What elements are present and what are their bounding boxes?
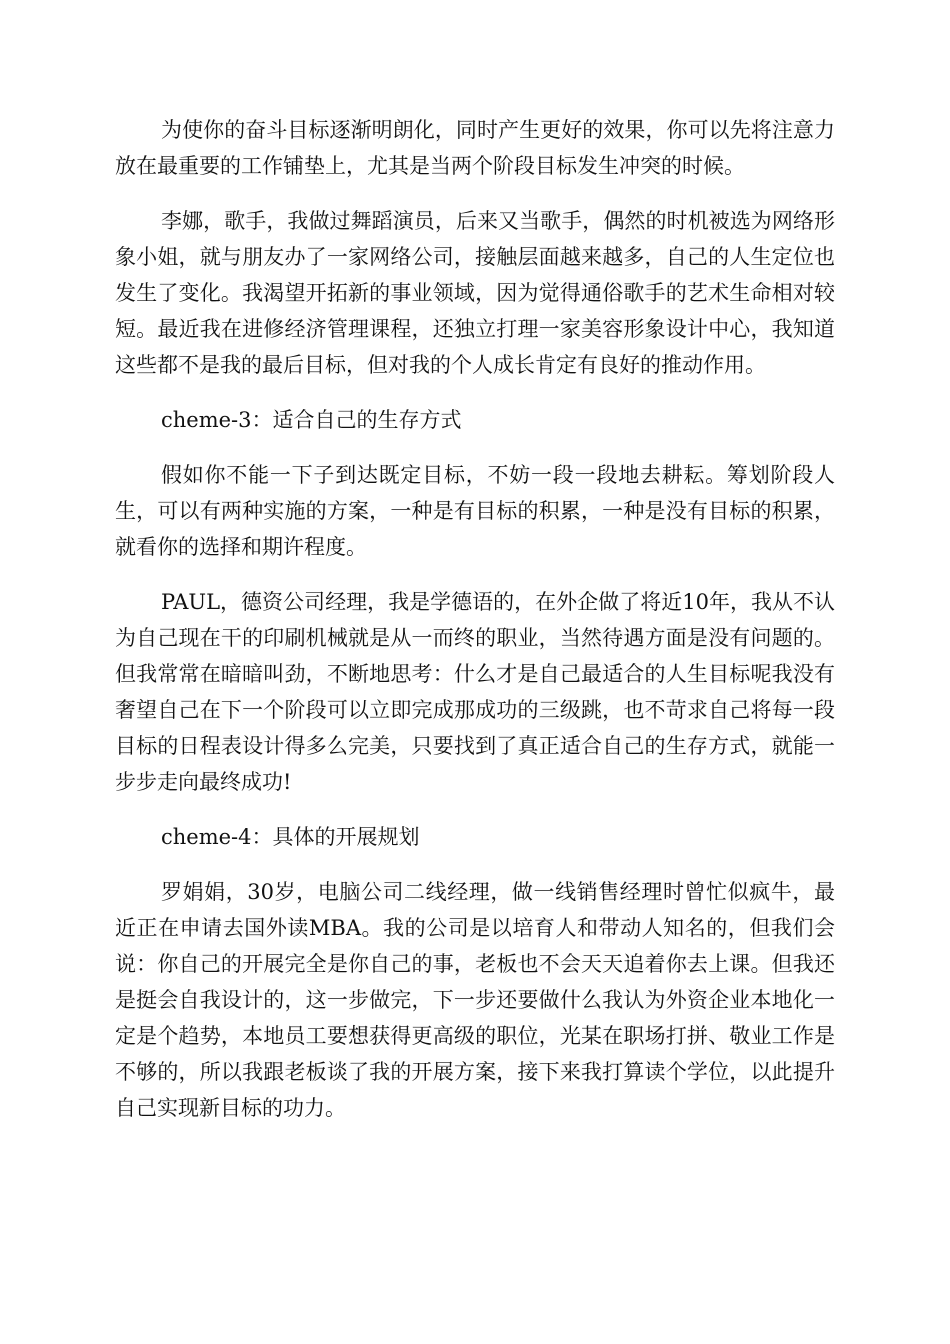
- paragraph-luo-juanjuan: 罗娟娟，30岁，电脑公司二线经理，做一线销售经理时曾忙似疯牛，最近正在申请去国外读MBA。我的公司是以培育人和带动人知名的，但我们会说：你自己的开展完全是你自己的事，老板也不会天天追着你去上课。但我还是挺会自我设计的，这一步做完，下一步还要做什么我认为外资企业本地化一定是个趋势，本地员工要想获得更高级的职位，光某在职场打拼、敬业工作是不够的，所以我跟老板谈了我的开展方案，接下来我打算读个学位，以此提升自己实现新目标的功力。: [115, 880, 835, 1120]
- section-heading-scheme-4: cheme-4：具体的开展规划: [161, 825, 420, 849]
- paragraph-intro: 为使你的奋斗目标逐渐明朗化，同时产生更好的效果，你可以先将注意力放在最重要的工作铺垫上，尤其是当两个阶段目标发生冲突的时候。: [115, 118, 835, 178]
- document-body: [115, 112, 835, 1145]
- paragraph-li-na: 李娜，歌手，我做过舞蹈演员，后来又当歌手，偶然的时机被选为网络形象小姐，就与朋友办了一家网络公司，接触层面越来越多，自己的人生定位也发生了变化。我渴望开拓新的事业领域，因为觉得通俗歌手的艺术生命相对较短。最近我在进修经济管理课程，还独立打理一家美容形象设计中心，我知道这些都不是我的最后目标，但对我的个人成长肯定有良好的推动作用。: [115, 209, 835, 377]
- paragraph-stage-plan: 假如你不能一下子到达既定目标，不妨一段一段地去耕耘。筹划阶段人生，可以有两种实施的方案，一种是有目标的积累，一种是没有目标的积累，就看你的选择和期许程度。: [115, 463, 835, 559]
- section-heading-scheme-3: cheme-3：适合自己的生存方式: [161, 408, 462, 432]
- paragraph-paul: PAUL，德资公司经理，我是学德语的，在外企做了将近10年，我从不认为自己现在干的印刷机械就是从一而终的职业，当然待遇方面是没有问题的。但我常常在暗暗叫劲，不断地思考：什么才是自己最适合的人生目标呢我没有奢望自己在下一个阶段可以立即完成那成功的三级跳，也不苛求自己将每一段目标的日程表设计得多么完美，只要找到了真正适合自己的生存方式，就能一步步走向最终成功!: [115, 590, 835, 794]
